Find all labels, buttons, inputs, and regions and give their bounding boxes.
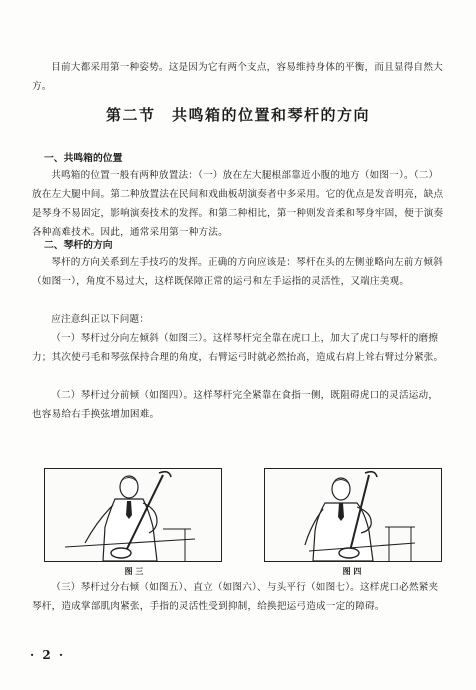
section-title: 第二节 共鸣箱的位置和琴杆的方向	[105, 106, 370, 124]
subheading-resonator-position: 一、共鸣箱的位置	[44, 153, 123, 164]
problem-one-paragraph: （一）琴杆过分向左倾斜（如图三）。这样琴杆完全靠在虎口上，加大了虎口与琴杆的磨擦力；其次使弓毛和琴弦保持合理的角度，右臂运弓时就必然抬高，造成右肩上耸右臂过分紧张。	[32, 333, 444, 363]
intro-paragraph: 目前大都采用第一种姿势。这是因为它有两个支点，容易维持身体的平衡，而且显得自然大方。	[32, 62, 443, 92]
figure-four-drawing	[265, 469, 441, 561]
problem-three-paragraph: （三）琴杆过分右倾（如图五）、直立（如图六）、与头平行（如图七）。这样虎口必然紧夹琴杆，造成掌部肌肉紧张，手指的灵活性受到抑制，给换把运弓造成一定的障碍。	[32, 582, 439, 612]
subheading-neck-direction: 二、琴杆的方向	[44, 240, 113, 251]
neck-direction-paragraph: 琴杆的方向关系到左手技巧的发挥。正确的方向应该是：琴杆在头的左侧並略向左前方倾斜（如图一），角度不易过大，这样既保障正常的运弓和左手运指的灵活性，又端庄美观。	[32, 257, 443, 287]
problem-two-paragraph: （二）琴杆过分前倾（如图四）。这样琴杆完全紧靠在食指一侧，既阻碍虎口的灵活运动，也容易给右手换弦增加困难。	[32, 390, 439, 420]
resonator-paragraph: 共鸣箱的位置一般有两种放置法：（一）放在左大腿根部靠近小腹的地方（如图一）。（二）放在左大腿中间。第二种放置法在民间和戏曲板胡演奏者中多采用。它的优点是发音明亮，缺点是琴身不易固定，影响演奏技术的发挥。和第二种相比，第一种则发音柔和琴身牢固，便于演奏各种高难技术。因此，通常采用第一种方法。	[32, 170, 444, 238]
figure-four-illustration	[264, 468, 442, 562]
figure-four-caption: 图 四	[342, 566, 362, 576]
figure-three-illustration	[44, 468, 222, 562]
notice-line: 应注意纠正以下问题：	[51, 314, 150, 325]
page-number: · 2 ·	[30, 648, 66, 662]
figure-three-drawing	[45, 469, 221, 561]
figure-three-caption: 图 三	[124, 566, 144, 576]
